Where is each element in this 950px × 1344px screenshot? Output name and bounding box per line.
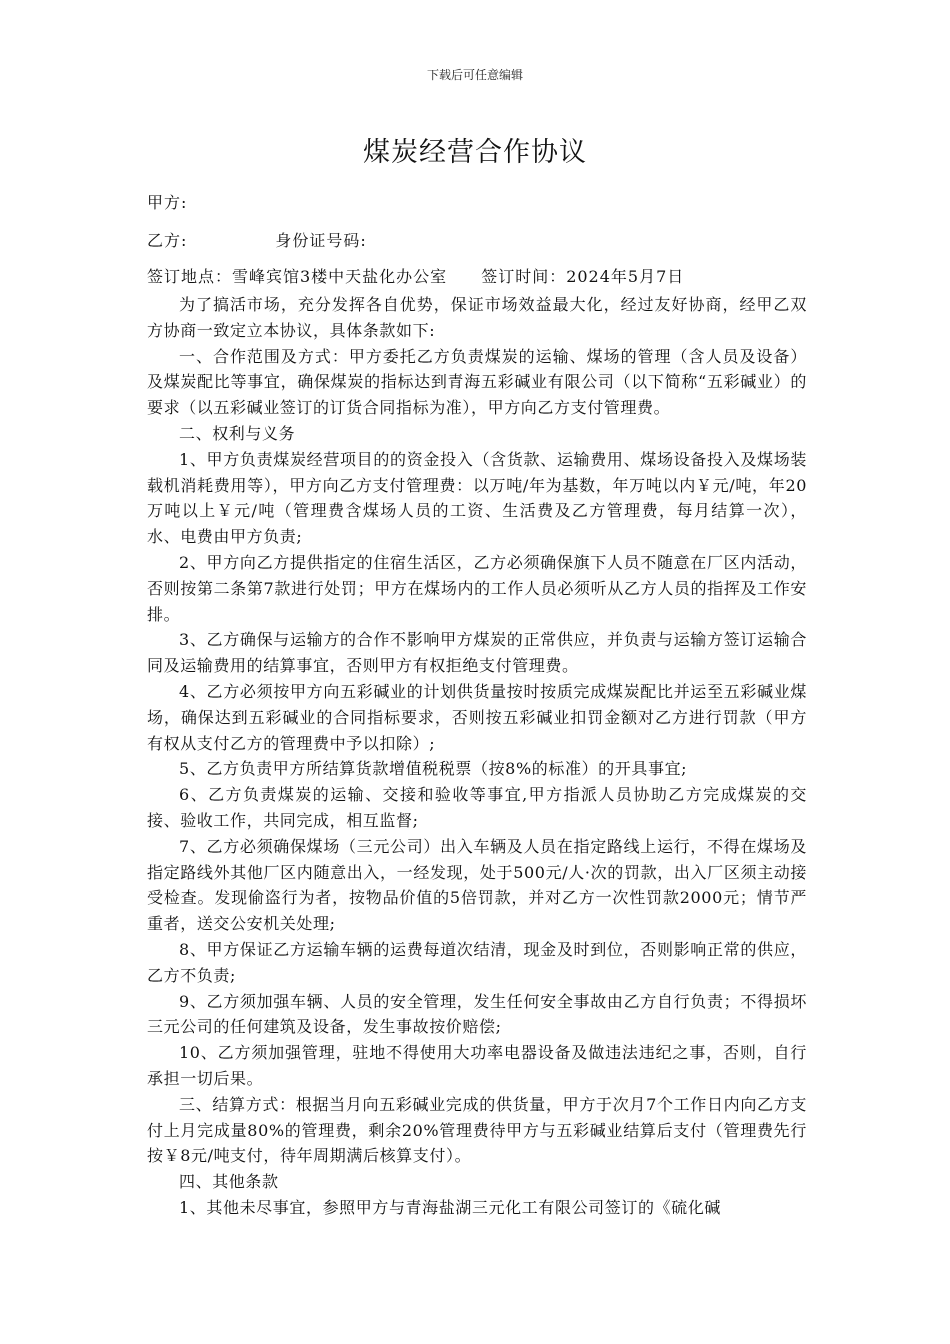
signing-time: 签订时间：2024年5月7日 [481,267,685,286]
paragraph-clause-10: 10、乙方须加强管理，驻地不得使用大功率电器设备及做违法违纪之事，否则，自行承担一切后果。 [147,1043,807,1088]
paragraph-clause-1: 1、甲方负责煤炭经营项目的的资金投入（含货款、运输费用、煤场设备投入及煤场装载机消耗费用等），甲方向乙方支付管理费：以万吨/年为基数，年万吨以内￥元/吨，年20万吨以上￥元/吨（管理费含煤场人员的工资、生活费及乙方管理费，每月结算一次），水、电费由甲方负责; [147,449,807,547]
header-note: 下载后可任意编辑 [426,68,523,82]
paragraph-clause-4: 4、乙方必须按甲方向五彩碱业的计划供货量按时按质完成煤炭配比并运至五彩碱业煤场，确保达到五彩碱业的合同指标要求，否则按五彩碱业扣罚金额对乙方进行罚款（甲方有权从支付乙方的管理费中予以扣除）; [147,681,807,753]
paragraph-other-clause-1: 1、其他未尽事宜，参照甲方与青海盐湖三元化工有限公司签订的《硫化碱 [179,1197,721,1217]
document-title: 煤炭经营合作协议 [363,137,587,168]
party-a-label: 甲方: [147,193,188,212]
party-b-label: 乙方: [147,231,188,250]
paragraph-clause-3: 3、乙方确保与运输方的合作不影响甲方煤炭的正常供应，并负责与运输方签订运输合同及运输费用的结算事宜，否则甲方有权拒绝支付管理费。 [147,630,807,676]
paragraph-clause-7: 7、乙方必须确保煤场（三元公司）出入车辆及人员在指定路线上运行，不得在煤场及指定路线外其他厂区内随意出入，一经发现，处于500元/人·次的罚款，出入厂区须主动接受检查。发现偷盗行为者，按物品价值的5倍罚款，并对乙方一次性罚款2000元；情节严重者，送交公安机关处理; [147,836,807,934]
id-number-label: 身份证号码: [275,231,367,250]
paragraph-clause-8: 8、甲方保证乙方运输车辆的运费每道次结清，现金及时到位，否则影响正常的供应，乙方不负责; [147,939,807,985]
party-a-line [147,190,187,213]
paragraph-clause-2: 2、甲方向乙方提供指定的住宿生活区，乙方必须确保旗下人员不随意在厂区内活动，否则按第二条第7款进行处罚；甲方在煤场内的工作人员必须听从乙方人员的指挥及工作安排。 [147,552,807,624]
paragraph-section-4-heading: 四、其他条款 [179,1172,279,1192]
paragraph-section-2-heading: 二、权利与义务 [179,423,296,443]
paragraph-clause-6: 6、乙方负责煤炭的运输、交接和验收等事宜,甲方指派人员协助乙方完成煤炭的交接、验收工作，共同完成，相互监督; [147,785,807,830]
signing-place: 签订地点：雪峰宾馆3楼中天盐化办公室 [147,267,448,286]
agreement-body [147,292,807,1221]
paragraph-section-3: 三、结算方式：根据当月向五彩碱业完成的供货量，甲方于次月7个工作日内向乙方支付上月完成量80%的管理费，剩余20%管理费待甲方与五彩碱业结算后支付（管理费先行按￥8元/吨支付，待年周期满后核算支付）。 [147,1094,807,1166]
paragraph-section-1: 一、合作范围及方式：甲方委托乙方负责煤炭的运输、煤场的管理（含人员及设备）及煤炭配比等事宜，确保煤炭的指标达到青海五彩碱业有限公司（以下简称“五彩碱业）的要求（以五彩碱业签订的订货合同指标为准），甲方向乙方支付管理费。 [147,346,807,418]
party-b-line [147,228,367,251]
paragraph-intro: 为了搞活市场，充分发挥各自优势，保证市场效益最大化，经过友好协商，经甲乙双方协商一致定立本协议，具体条款如下: [147,295,807,340]
signing-info-line [147,264,684,287]
paragraph-clause-5: 5、乙方负责甲方所结算货款增值税税票（按8%的标准）的开具事宜; [179,759,688,779]
paragraph-clause-9: 9、乙方须加强车辆、人员的安全管理，发生任何安全事故由乙方自行负责；不得损坏三元公司的任何建筑及设备，发生事故按价赔偿; [147,991,807,1037]
